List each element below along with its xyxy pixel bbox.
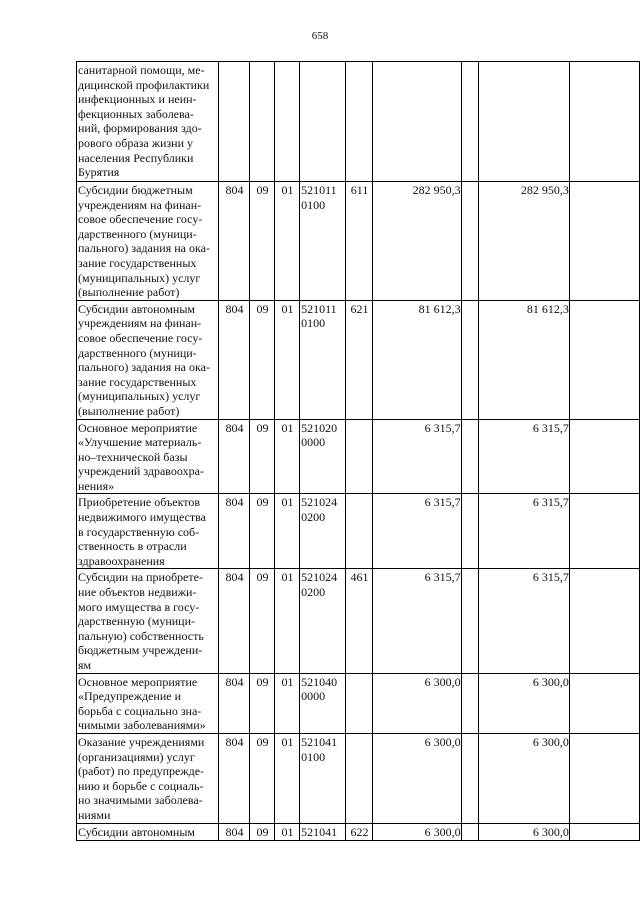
table-row bbox=[77, 300, 640, 419]
section-code: 09 bbox=[250, 182, 275, 301]
amount-republic: 6 300,0 bbox=[479, 733, 570, 823]
amount-total: 6 315,7 bbox=[372, 494, 461, 569]
amount-federal bbox=[569, 182, 639, 301]
subsection-code: 01 bbox=[275, 569, 300, 673]
ministry-code: 804 bbox=[218, 419, 249, 494]
expense-type-code bbox=[346, 419, 372, 494]
subsection-code: 01 bbox=[275, 823, 300, 840]
amount-federal bbox=[569, 300, 639, 419]
amount-federal bbox=[569, 569, 639, 673]
amount-extra bbox=[461, 300, 479, 419]
amount-extra bbox=[461, 419, 479, 494]
ministry-code: 804 bbox=[218, 182, 249, 301]
amount-republic: 282 950,3 bbox=[479, 182, 570, 301]
row-description: санитарной помощи, ме- дицинской профилактики инфекционных и неин- фекционных заболева- ний, формирования здо- рового образа жизни у населения Республики Бурятия bbox=[77, 62, 219, 182]
section-code: 09 bbox=[250, 733, 275, 823]
subsection-code: 01 bbox=[275, 419, 300, 494]
amount-total: 6 315,7 bbox=[372, 569, 461, 673]
amount-republic bbox=[479, 62, 570, 182]
subsection-code: 01 bbox=[275, 733, 300, 823]
page-number: 658 bbox=[311, 30, 329, 42]
subsection-code: 01 bbox=[275, 494, 300, 569]
table-row bbox=[77, 62, 640, 182]
subsection-code: 01 bbox=[275, 182, 300, 301]
expense-type-code bbox=[346, 494, 372, 569]
budget-table bbox=[76, 61, 640, 841]
target-article-code: 521011 0100 bbox=[300, 182, 346, 301]
amount-federal bbox=[569, 823, 639, 840]
amount-extra bbox=[461, 62, 479, 182]
expense-type-code bbox=[346, 62, 372, 182]
target-article-code: 521011 0100 bbox=[300, 300, 346, 419]
ministry-code bbox=[218, 62, 249, 182]
subsection-code: 01 bbox=[275, 300, 300, 419]
subsection-code bbox=[275, 62, 300, 182]
table-row bbox=[77, 569, 640, 673]
expense-type-code: 611 bbox=[346, 182, 372, 301]
amount-federal bbox=[569, 494, 639, 569]
row-description: Основное мероприятие «Улучшение материаль- но–технической базы учреждений здравоохра- нения» bbox=[77, 419, 219, 494]
expense-type-code bbox=[346, 673, 372, 733]
subsection-code: 01 bbox=[275, 673, 300, 733]
row-description: Основное мероприятие «Предупреждение и борьба с социально зна- чимыми заболеваниями» bbox=[77, 673, 219, 733]
section-code: 09 bbox=[250, 673, 275, 733]
row-description: Приобретение объектов недвижимого имущества в государственную соб- ственность в отрасли здравоохранения bbox=[77, 494, 219, 569]
amount-total bbox=[372, 62, 461, 182]
expense-type-code bbox=[346, 733, 372, 823]
table-row bbox=[77, 673, 640, 733]
row-description: Субсидии на приобрете- ние объектов недвижи- мого имущества в госу- дарственную (муници- пальную) собственность бюджетным учреждени- ям bbox=[77, 569, 219, 673]
row-description: Субсидии автономным bbox=[77, 823, 219, 840]
amount-extra bbox=[461, 673, 479, 733]
section-code: 09 bbox=[250, 494, 275, 569]
amount-republic: 6 315,7 bbox=[479, 494, 570, 569]
amount-total: 6 300,0 bbox=[372, 823, 461, 840]
target-article-code: 521024 0200 bbox=[300, 494, 346, 569]
ministry-code: 804 bbox=[218, 733, 249, 823]
ministry-code: 804 bbox=[218, 673, 249, 733]
table-row bbox=[77, 823, 640, 840]
ministry-code: 804 bbox=[218, 569, 249, 673]
ministry-code: 804 bbox=[218, 494, 249, 569]
amount-republic: 81 612,3 bbox=[479, 300, 570, 419]
table-row bbox=[77, 733, 640, 823]
row-description: Оказание учреждениями (организациями) услуг (работ) по предупрежде- нию и борьбе с социаль- но значимыми заболева- ниями bbox=[77, 733, 219, 823]
amount-extra bbox=[461, 569, 479, 673]
amount-federal bbox=[569, 733, 639, 823]
amount-extra bbox=[461, 494, 479, 569]
target-article-code: 521041 bbox=[300, 823, 346, 840]
amount-republic: 6 315,7 bbox=[479, 419, 570, 494]
amount-total: 282 950,3 bbox=[372, 182, 461, 301]
section-code: 09 bbox=[250, 569, 275, 673]
table-row bbox=[77, 419, 640, 494]
expense-type-code: 621 bbox=[346, 300, 372, 419]
amount-total: 6 315,7 bbox=[372, 419, 461, 494]
target-article-code bbox=[300, 62, 346, 182]
ministry-code: 804 bbox=[218, 300, 249, 419]
section-code: 09 bbox=[250, 419, 275, 494]
target-article-code: 521041 0100 bbox=[300, 733, 346, 823]
target-article-code: 521040 0000 bbox=[300, 673, 346, 733]
amount-federal bbox=[569, 419, 639, 494]
amount-republic: 6 300,0 bbox=[479, 823, 570, 840]
expense-type-code: 461 bbox=[346, 569, 372, 673]
section-code: 09 bbox=[250, 300, 275, 419]
row-description: Субсидии бюджетным учреждениям на финан- совое обеспечение госу- дарственного (муници- пального) задания на ока- зание государственных (муниципальных) услуг (выполнение работ) bbox=[77, 182, 219, 301]
table-row bbox=[77, 182, 640, 301]
amount-extra bbox=[461, 823, 479, 840]
amount-total: 81 612,3 bbox=[372, 300, 461, 419]
target-article-code: 521020 0000 bbox=[300, 419, 346, 494]
expense-type-code: 622 bbox=[346, 823, 372, 840]
amount-extra bbox=[461, 182, 479, 301]
target-article-code: 521024 0200 bbox=[300, 569, 346, 673]
amount-federal bbox=[569, 62, 639, 182]
table-row bbox=[77, 494, 640, 569]
amount-total: 6 300,0 bbox=[372, 673, 461, 733]
amount-federal bbox=[569, 673, 639, 733]
amount-republic: 6 300,0 bbox=[479, 673, 570, 733]
row-description: Субсидии автономным учреждениям на финан- совое обеспечение госу- дарственного (муници- пального) задания на ока- зание государственных (муниципальных) услуг (выполнение работ) bbox=[77, 300, 219, 419]
section-code: 09 bbox=[250, 823, 275, 840]
amount-republic: 6 315,7 bbox=[479, 569, 570, 673]
amount-extra bbox=[461, 733, 479, 823]
section-code bbox=[250, 62, 275, 182]
amount-total: 6 300,0 bbox=[372, 733, 461, 823]
ministry-code: 804 bbox=[218, 823, 249, 840]
